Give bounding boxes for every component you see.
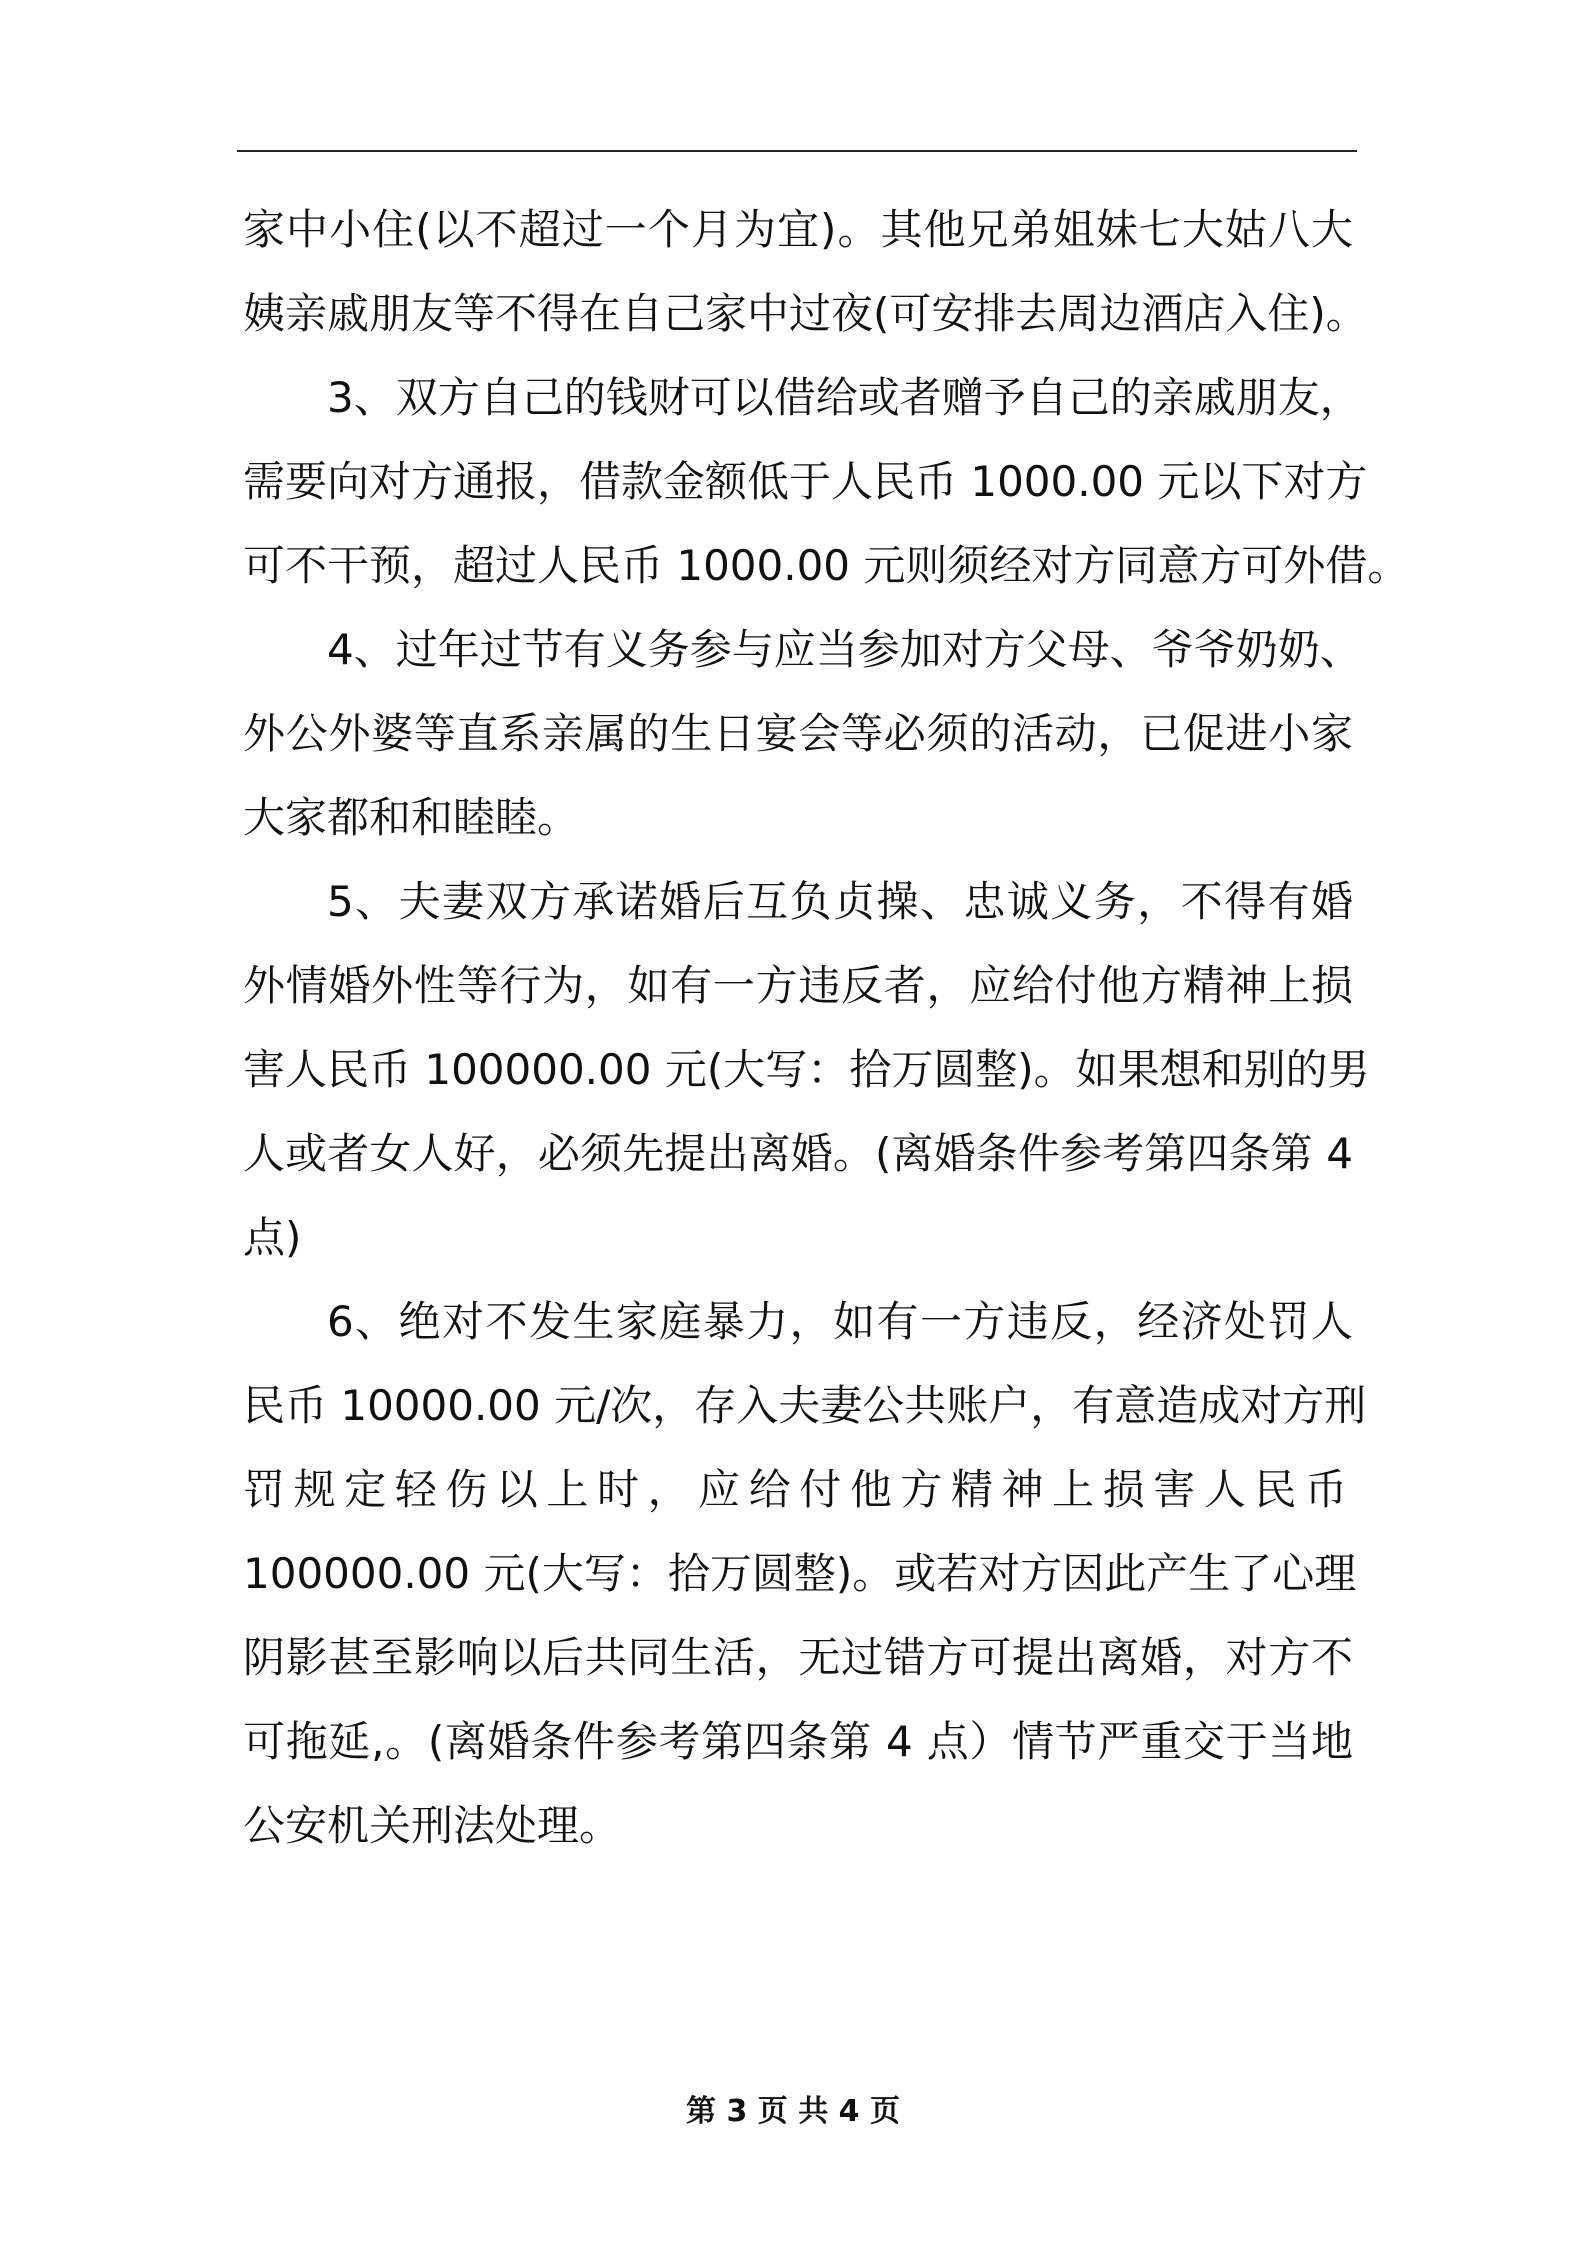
text-line: 民币 10000.00 元/次，存入夫妻公共账户，有意造成对方刑 bbox=[243, 1381, 1367, 1430]
page-number: 第 3 页 共 4 页 bbox=[686, 2094, 900, 2129]
text-line: 100000.00 元(大写：拾万圆整)。或若对方因此产生了心理 bbox=[243, 1549, 1357, 1598]
text-line: 人或者女人好，必须先提出离婚。(离婚条件参考第四条第 4 bbox=[243, 1129, 1353, 1178]
text-line: 点) bbox=[243, 1213, 302, 1262]
text-line: 需要向对方通报，借款金额低于人民币 1000.00 元以下对方 bbox=[243, 457, 1368, 506]
text-line: 外公外婆等直系亲属的生日宴会等必须的活动，已促进小家 bbox=[243, 709, 1353, 758]
text-line: 可不干预，超过人民币 1000.00 元则须经对方同意方可外借。 bbox=[243, 541, 1410, 590]
text-line: 家中小住(以不超过一个月为宜)。其他兄弟姐妹七大姑八大 bbox=[243, 205, 1353, 254]
text-line: 阴影甚至影响以后共同生活，无过错方可提出离婚，对方不 bbox=[243, 1633, 1353, 1682]
text-line: 公安机关刑法处理。 bbox=[243, 1801, 622, 1850]
paragraph-4-start: 4、过年过节有义务参与应当参加对方父母、爷爷奶奶、 bbox=[327, 625, 1362, 674]
text-line: 外情婚外性等行为，如有一方违反者，应给付他方精神上损 bbox=[243, 961, 1353, 1010]
text-line: 姨亲戚朋友等不得在自己家中过夜(可安排去周边酒店入住)。 bbox=[243, 289, 1368, 338]
paragraph-3-start: 3、双方自己的钱财可以借给或者赠予自己的亲戚朋友， bbox=[327, 373, 1362, 422]
header-rule bbox=[237, 150, 1357, 152]
text-line: 罚规定轻伤以上时，应给付他方精神上损害人民币 bbox=[243, 1465, 1353, 1514]
paragraph-5-start: 5、夫妻双方承诺婚后互负贞操、忠诚义务，不得有婚 bbox=[327, 877, 1353, 926]
text-line: 害人民币 100000.00 元(大写：拾万圆整)。如果想和别的男 bbox=[243, 1045, 1370, 1094]
paragraph-6-start: 6、绝对不发生家庭暴力，如有一方违反，经济处罚人 bbox=[327, 1297, 1353, 1346]
text-line: 大家都和和睦睦。 bbox=[243, 793, 580, 842]
text-line: 可拖延,。(离婚条件参考第四条第 4 点）情节严重交于当地 bbox=[243, 1717, 1353, 1766]
